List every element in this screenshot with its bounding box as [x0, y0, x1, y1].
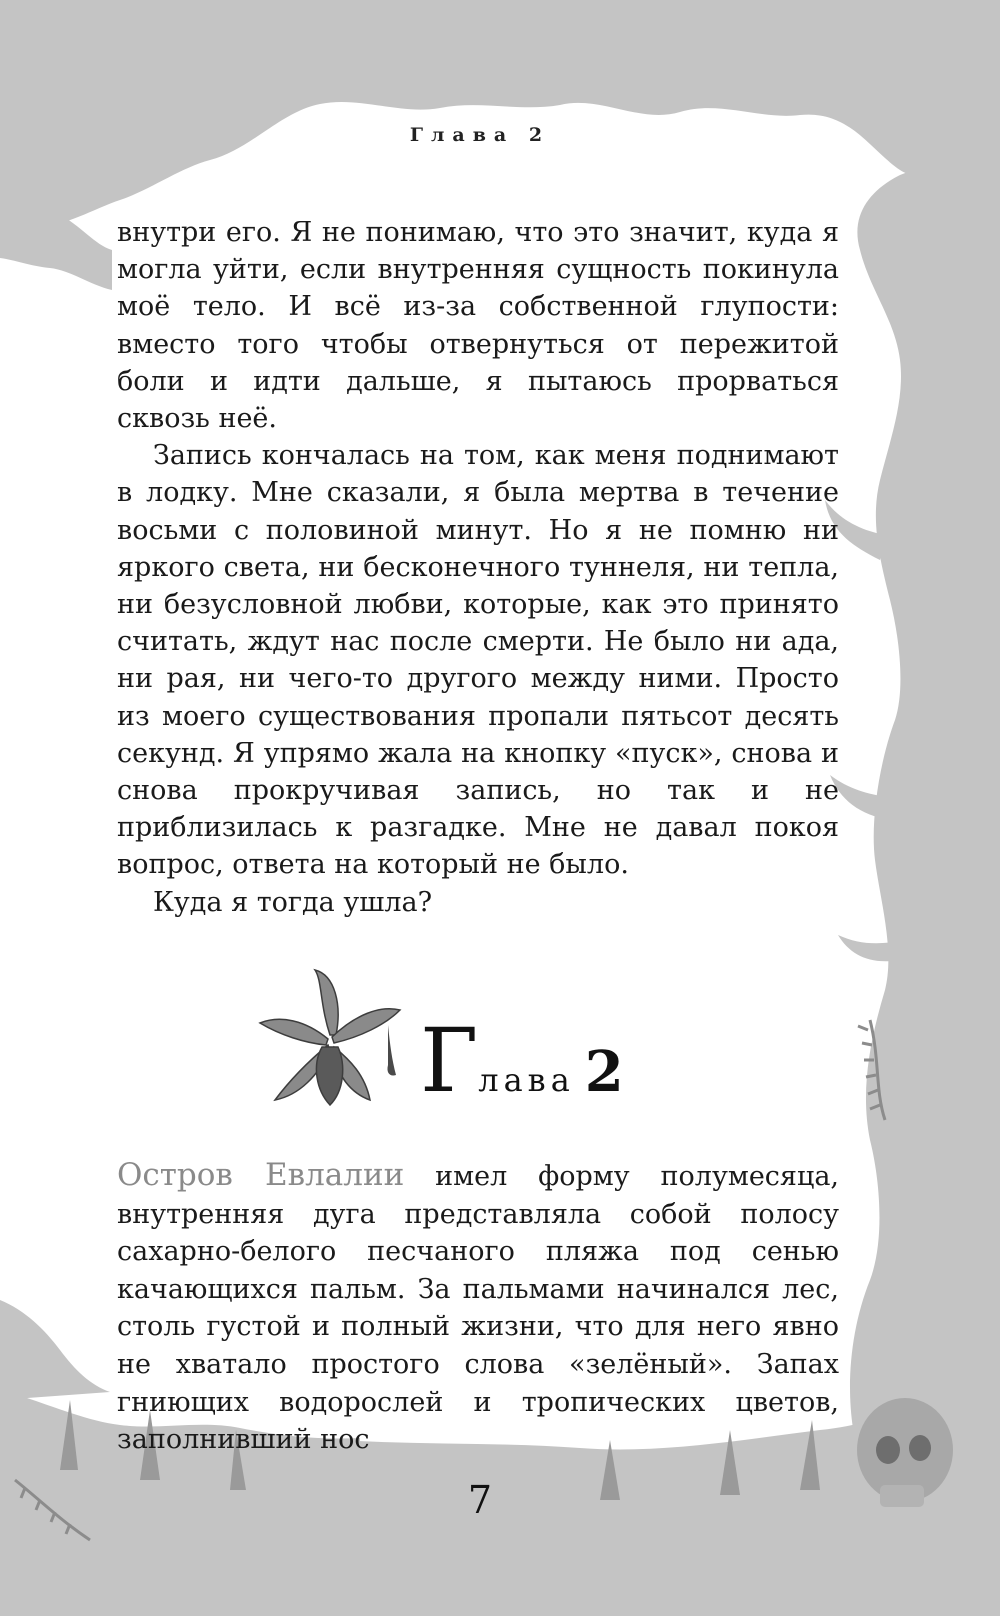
- paragraph-1: внутри его. Я не понимаю, что это значит, куда я могла уйти, если внутренняя сущность покинула моё тело. И всё из-за собственной глупости: вместо того чтобы отвернуться от пережитой боли и идти дальше, я пытаюсь прорваться сквозь неё.: [117, 217, 839, 435]
- running-head: Глава 2: [409, 124, 551, 146]
- paragraph-3: Куда я тогда ушла?: [153, 886, 433, 918]
- chapter-heading: [250, 965, 710, 1125]
- chapter-body-text: имел форму полумесяца, внутренняя дуга представляла собой полосу сахарно-белого песчаного пляжа под сенью качающихся пальм. За пальмами начинался лес, столь густой и полный жизни, что для него явно не хватало простого слова «зелёный». Запах гниющих водорослей и тропических цветов, заполнивший нос: [117, 1161, 840, 1456]
- chapter-body: [117, 1157, 839, 1459]
- page-text: [117, 214, 839, 921]
- orchid-illustration: [250, 965, 410, 1125]
- paragraph-2: Запись кончалась на том, как меня поднимают в лодку. Мне сказали, я была мертва в течение восьми с половиной минут. Но я не помню ни яркого света, ни бесконечного туннеля, ни тепла, ни безусловной любви, которые, как это принято считать, ждут нас после смерти. Не было ни ада, ни рая, ни чего-то другого между ними. Просто из моего существования пропали пятьсот десять секунд. Я упрямо жала на кнопку «пуск», снова и снова прокручивая запись, но так и не приблизилась к разгадке. Мне не давал покоя вопрос, ответа на который не было.: [117, 440, 839, 881]
- chapter-lead: Остров Евлалии: [117, 1157, 405, 1193]
- page-number: 7: [467, 1478, 493, 1522]
- chapter-paragraph: [117, 1157, 839, 1459]
- chapter-title-cap: Г: [420, 1009, 479, 1112]
- chapter-title-rest: лава: [478, 1061, 575, 1099]
- chapter-number: 2: [584, 1039, 624, 1105]
- chapter-title: [420, 1009, 624, 1112]
